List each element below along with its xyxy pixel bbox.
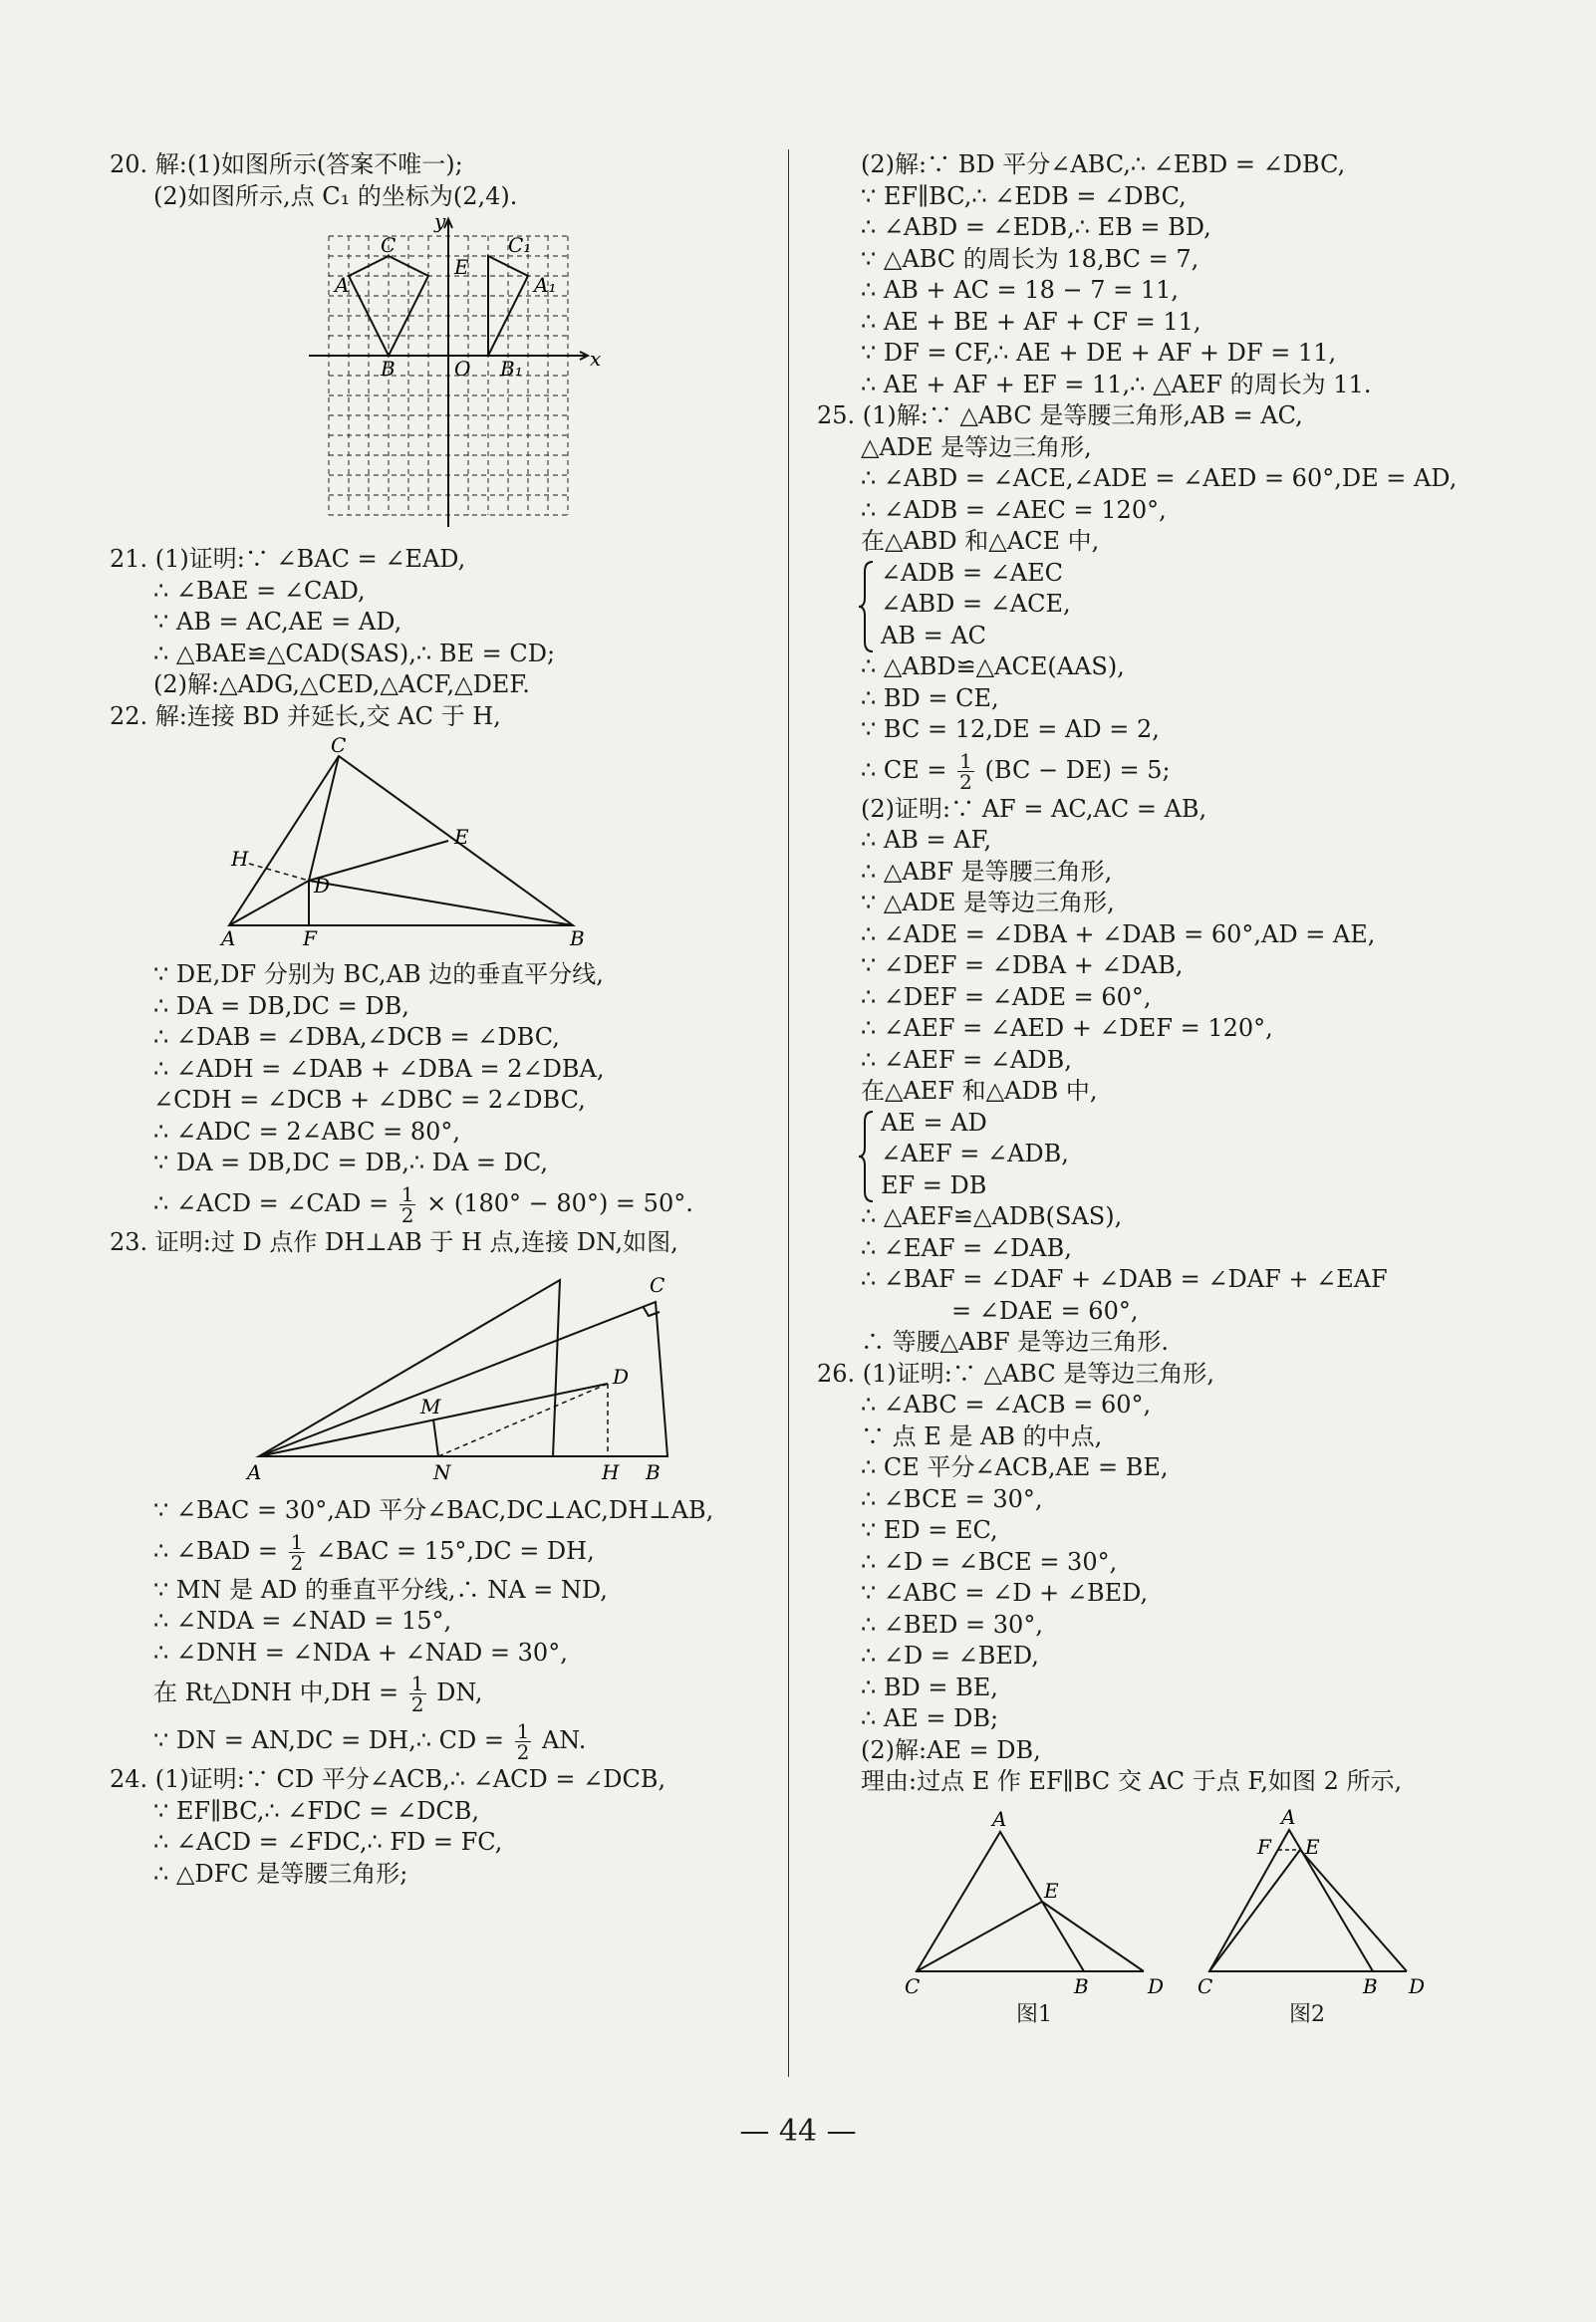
q25-brace-1-line-2: ∠ABD = ∠ACE, bbox=[881, 590, 1071, 618]
q24-cont-line-6: ∴ AE + BE + AF + CF = 11, bbox=[861, 307, 1201, 336]
fig20-label-y: y bbox=[434, 216, 446, 233]
q23-fraction-2 bbox=[409, 1674, 426, 1714]
brace-icon bbox=[857, 1110, 877, 1203]
q22-line-5: ∴ ∠ADH = ∠DAB + ∠DBA = 2∠DBA, bbox=[153, 1054, 605, 1083]
q23-line-6: ∴ ∠DNH = ∠NDA + ∠NAD = 30°, bbox=[153, 1638, 568, 1667]
q25-brace-2-line-1: AE = AD bbox=[881, 1108, 987, 1137]
q24-line-3: ∴ ∠ACD = ∠FDC,∴ FD = FC, bbox=[153, 1828, 503, 1856]
q25-line-10: (2)证明:∵ AF = AC,AC = AB, bbox=[861, 794, 1207, 823]
q25-brace-1-line-3: AB = AC bbox=[881, 621, 987, 649]
q25-line-6: ∴ △ABD≌△ACE(AAS), bbox=[861, 652, 1125, 680]
q23-line-7-lead: 在 Rt△DNH 中,DH = bbox=[153, 1678, 399, 1706]
q23-line-8 bbox=[110, 1716, 767, 1764]
fig20-label-c1: C₁ bbox=[508, 233, 532, 257]
q25-line-20: ∴ △AEF≌△ADB(SAS), bbox=[861, 1202, 1123, 1230]
q23-fraction-3-den: 2 bbox=[516, 1740, 530, 1764]
q22-line-7: ∴ ∠ADC = 2∠ABC = 80°, bbox=[153, 1117, 461, 1146]
fig22-label-f: F bbox=[303, 926, 317, 950]
q24-cont-line-7: ∵ DF = CF,∴ AE + DE + AF + DF = 11, bbox=[861, 339, 1337, 367]
q25-brace-2-line-3: EF = DB bbox=[881, 1170, 987, 1199]
q23-line-7 bbox=[110, 1669, 767, 1716]
q24-line-2: ∵ EF∥BC,∴ ∠FDC = ∠DCB, bbox=[153, 1796, 479, 1825]
fig26b-label-c: C bbox=[1197, 1973, 1213, 1998]
q23-line-3 bbox=[110, 1527, 767, 1575]
fig26a-caption-text: 图1 bbox=[1016, 2001, 1052, 2027]
q23-fraction-1 bbox=[289, 1529, 306, 1575]
q21-line-2: ∴ ∠BAE = ∠CAD, bbox=[153, 576, 366, 605]
fig22-label-h: H bbox=[231, 847, 249, 871]
q23-line-7-tail: DN, bbox=[436, 1678, 483, 1706]
q25-line-13: ∵ △ADE 是等边三角形, bbox=[861, 889, 1115, 916]
fig20-label-a1: A₁ bbox=[534, 273, 557, 297]
fig26b-label-f: F bbox=[1257, 1834, 1271, 1859]
fig20-label-e: E bbox=[454, 255, 469, 279]
q25-fraction-num: 1 bbox=[959, 748, 972, 773]
q24-cont-line-2: ∵ EF∥BC,∴ ∠EDB = ∠DBC, bbox=[861, 181, 1187, 210]
q22-line-1: 22. 解:连接 BD 并延长,交 AC 于 H, bbox=[110, 701, 501, 730]
q25-line-23: = ∠DAE = 60°, bbox=[951, 1296, 1139, 1325]
q24-cont-line-1: (2)解:∵ BD 平分∠ABC,∴ ∠EBD = ∠DBC, bbox=[861, 150, 1346, 178]
q22-line-3: ∴ DA = DB,DC = DB, bbox=[153, 991, 409, 1020]
fig20-label-b1: B₁ bbox=[500, 357, 523, 381]
fig26a-label-c: C bbox=[905, 1973, 921, 1998]
fig23-label-a: A bbox=[247, 1460, 262, 1484]
q23-fraction-3-num: 1 bbox=[516, 1719, 530, 1743]
right-column bbox=[817, 149, 1494, 2049]
q22-triangle-figure bbox=[110, 736, 767, 955]
q26-line-10: ∴ ∠D = ∠BED, bbox=[861, 1642, 1039, 1670]
fig26a-label-b: B bbox=[1074, 1973, 1089, 1998]
q25-line-3: ∴ ∠ABD = ∠ACE,∠ADE = ∠AED = 60°,DE = AD, bbox=[861, 464, 1458, 492]
q26-line-11: ∴ BD = BE, bbox=[861, 1673, 998, 1701]
fig26b-label-e: E bbox=[1305, 1834, 1320, 1859]
q26-figures bbox=[817, 1802, 1494, 2011]
q25-fraction bbox=[957, 748, 974, 794]
q25-line-2: △ADE 是等边三角形, bbox=[861, 432, 1092, 461]
q25-line-4: ∴ ∠ADB = ∠AEC = 120°, bbox=[861, 495, 1167, 524]
q25-brace-2-line-2: ∠AEF = ∠ADB, bbox=[881, 1140, 1069, 1167]
q24-cont-line-3: ∴ ∠ABD = ∠EDB,∴ EB = BD, bbox=[861, 213, 1211, 241]
q25-fraction-den: 2 bbox=[959, 769, 972, 794]
q26-line-5: ∴ ∠BCE = 30°, bbox=[861, 1484, 1043, 1513]
q22-fraction-num: 1 bbox=[400, 1181, 414, 1206]
q22-line-9-tail: × (180° − 80°) = 50°. bbox=[426, 1188, 693, 1217]
q25-line-24: ∴ 等腰△ABF 是等边三角形. bbox=[861, 1328, 1169, 1356]
q21-line-5: (2)解:△ADG,△CED,△ACF,△DEF. bbox=[153, 670, 530, 698]
fig22-label-a: A bbox=[221, 926, 236, 950]
fig26a-label-e: E bbox=[1044, 1878, 1059, 1903]
q20-line-2: (2)如图所示,点 C₁ 的坐标为(2,4). bbox=[153, 181, 518, 210]
fig22-label-e: E bbox=[454, 825, 469, 849]
q20-coordinate-figure bbox=[110, 216, 767, 540]
q22-line-9 bbox=[110, 1179, 767, 1227]
fig26b-label-d: D bbox=[1409, 1973, 1426, 1998]
page-number: — 44 — bbox=[739, 2114, 857, 2149]
fig23-label-h: H bbox=[602, 1460, 620, 1484]
q25-line-21: ∴ ∠EAF = ∠DAB, bbox=[861, 1233, 1072, 1262]
fig20-label-a: A bbox=[335, 273, 350, 297]
q25-brace-system-2 bbox=[817, 1108, 1494, 1202]
q23-fraction-1-den: 2 bbox=[290, 1550, 304, 1575]
q26-line-8: ∵ ∠ABC = ∠D + ∠BED, bbox=[861, 1579, 1149, 1607]
q22-fraction-den: 2 bbox=[400, 1202, 414, 1227]
fig22-label-b: B bbox=[570, 926, 585, 950]
q25-line-16: ∴ ∠DEF = ∠ADE = 60°, bbox=[861, 982, 1152, 1011]
q25-line-22: ∴ ∠BAF = ∠DAF + ∠DAB = ∠DAF + ∠EAF bbox=[861, 1265, 1388, 1293]
q23-line-3-lead: ∴ ∠BAD = bbox=[153, 1536, 278, 1565]
q23-line-8-lead: ∵ DN = AN,DC = DH,∴ CD = bbox=[153, 1726, 504, 1754]
q23-line-3-tail: ∠BAC = 15°,DC = DH, bbox=[315, 1536, 595, 1565]
q26-line-12: ∴ AE = DB; bbox=[861, 1704, 999, 1732]
q22-line-4: ∴ ∠DAB = ∠DBA,∠DCB = ∠DBC, bbox=[153, 1023, 560, 1051]
column-divider bbox=[788, 149, 789, 2077]
fig20-label-o: O bbox=[454, 357, 471, 381]
q25-brace-system-1 bbox=[817, 558, 1494, 652]
q21-line-4: ∴ △BAE≌△CAD(SAS),∴ BE = CD; bbox=[153, 639, 556, 667]
q26-line-13: (2)解:AE = DB, bbox=[861, 1735, 1041, 1764]
q26-captions bbox=[817, 2001, 1494, 2049]
q23-fraction-1-num: 1 bbox=[290, 1529, 304, 1554]
q21-line-1: 21. (1)证明:∵ ∠BAC = ∠EAD, bbox=[110, 545, 466, 573]
left-column bbox=[110, 149, 767, 1890]
q22-fraction bbox=[399, 1181, 416, 1227]
q23-line-4: ∵ MN 是 AD 的垂直平分线,∴ NA = ND, bbox=[153, 1575, 608, 1604]
q25-line-12: ∴ △ABF 是等腰三角形, bbox=[861, 857, 1113, 886]
q22-line-9-lead: ∴ ∠ACD = ∠CAD = bbox=[153, 1188, 390, 1217]
q21-line-3: ∵ AB = AC,AE = AD, bbox=[153, 608, 402, 636]
fig23-label-n: N bbox=[433, 1460, 451, 1484]
q25-line-7: ∴ BD = CE, bbox=[861, 683, 999, 712]
fig26b-caption-text: 图2 bbox=[1289, 2001, 1325, 2027]
q26-line-2: ∴ ∠ABC = ∠ACB = 60°, bbox=[861, 1391, 1152, 1419]
q26-line-6: ∵ ED = EC, bbox=[861, 1516, 998, 1544]
q23-fraction-2-den: 2 bbox=[410, 1692, 424, 1716]
q20-line-1: 20. 解:(1)如图所示(答案不唯一); bbox=[110, 150, 463, 178]
q23-fraction-2-num: 1 bbox=[410, 1672, 424, 1695]
q22-line-2: ∵ DE,DF 分别为 BC,AB 边的垂直平分线, bbox=[153, 960, 604, 988]
fig22-label-c: C bbox=[331, 736, 347, 757]
q25-line-1: 25. (1)解:∵ △ABC 是等腰三角形,AB = AC, bbox=[817, 401, 1303, 429]
q25-line-8: ∵ BC = 12,DE = AD = 2, bbox=[861, 715, 1160, 743]
q26-line-7: ∴ ∠D = ∠BCE = 30°, bbox=[861, 1547, 1118, 1576]
q23-triangle-figure bbox=[110, 1262, 767, 1491]
fig26a-label-a: A bbox=[992, 1806, 1007, 1831]
brace-icon bbox=[857, 560, 877, 653]
q24-line-1: 24. (1)证明:∵ CD 平分∠ACB,∴ ∠ACD = ∠DCB, bbox=[110, 1765, 666, 1793]
fig23-label-m: M bbox=[420, 1395, 441, 1419]
fig23-label-d: D bbox=[613, 1365, 630, 1389]
q22-line-6: ∠CDH = ∠DCB + ∠DBC = 2∠DBC, bbox=[153, 1086, 586, 1114]
fig26b-label-b: B bbox=[1363, 1973, 1378, 1998]
q24-cont-line-4: ∵ △ABC 的周长为 18,BC = 7, bbox=[861, 244, 1199, 273]
fig23-label-b: B bbox=[646, 1460, 661, 1484]
q25-line-17: ∴ ∠AEF = ∠AED + ∠DEF = 120°, bbox=[861, 1014, 1273, 1042]
fig26a-label-d: D bbox=[1148, 1973, 1165, 1998]
q25-line-14: ∴ ∠ADE = ∠DBA + ∠DAB = 60°,AD = AE, bbox=[861, 919, 1376, 948]
fig20-label-b: B bbox=[381, 357, 396, 381]
q25-line-9 bbox=[817, 746, 1494, 794]
q25-line-11: ∴ AB = AF, bbox=[861, 826, 992, 854]
fig20-label-x: x bbox=[590, 347, 602, 371]
q26-line-9: ∴ ∠BED = 30°, bbox=[861, 1610, 1043, 1639]
q23-line-5: ∴ ∠NDA = ∠NAD = 15°, bbox=[153, 1607, 452, 1635]
q23-line-2: ∵ ∠BAC = 30°,AD 平分∠BAC,DC⊥AC,DH⊥AB, bbox=[153, 1496, 714, 1524]
q25-line-5: 在△ABD 和△ACE 中, bbox=[861, 527, 1100, 555]
fig26b-label-a: A bbox=[1281, 1804, 1296, 1829]
fig23-label-c-vis: C bbox=[650, 1273, 665, 1297]
q25-brace-1-line-1: ∠ADB = ∠AEC bbox=[881, 558, 1064, 587]
q25-line-9-lead: ∴ CE = bbox=[861, 755, 947, 784]
q26-line-1: 26. (1)证明:∵ △ABC 是等边三角形, bbox=[817, 1359, 1214, 1388]
q23-line-1: 23. 证明:过 D 点作 DH⊥AB 于 H 点,连接 DN,如图, bbox=[110, 1227, 678, 1256]
q25-line-18: ∴ ∠AEF = ∠ADB, bbox=[861, 1045, 1072, 1074]
fig20-label-c: C bbox=[381, 233, 397, 257]
q25-line-15: ∵ ∠DEF = ∠DBA + ∠DAB, bbox=[861, 951, 1184, 979]
q23-fraction-3 bbox=[515, 1721, 532, 1762]
q24-cont-line-5: ∴ AB + AC = 18 − 7 = 11, bbox=[861, 276, 1180, 304]
fig22-label-d: D bbox=[314, 874, 331, 898]
q23-line-8-tail: AN. bbox=[541, 1726, 587, 1754]
q26-line-4: ∴ CE 平分∠ACB,AE = BE, bbox=[861, 1453, 1169, 1481]
q24-cont-line-8: ∴ AE + AF + EF = 11,∴ △AEF 的周长为 11. bbox=[861, 370, 1372, 398]
q25-line-19: 在△AEF 和△ADB 中, bbox=[861, 1077, 1098, 1105]
q26-line-14: 理由:过点 E 作 EF∥BC 交 AC 于点 F,如图 2 所示, bbox=[861, 1767, 1403, 1795]
q24-line-4: ∴ △DFC 是等腰三角形; bbox=[153, 1859, 408, 1888]
q22-line-8: ∵ DA = DB,DC = DB,∴ DA = DC, bbox=[153, 1149, 549, 1176]
q26-line-3: ∵ 点 E 是 AB 的中点, bbox=[861, 1421, 1103, 1450]
q25-line-9-tail: (BC − DE) = 5; bbox=[984, 755, 1171, 784]
